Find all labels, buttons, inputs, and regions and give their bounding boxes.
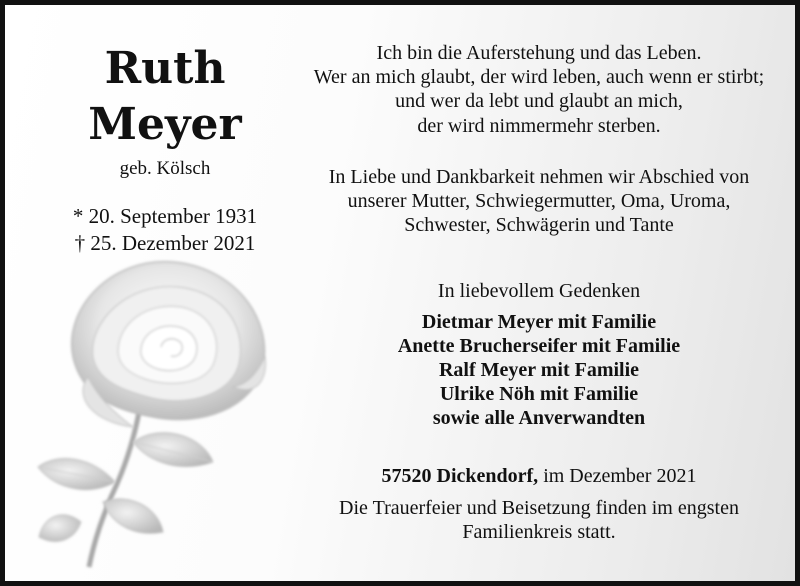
deceased-info bbox=[45, 41, 285, 257]
service-note bbox=[289, 496, 789, 544]
first-name: Ruth bbox=[104, 43, 226, 94]
rose-illustration bbox=[33, 237, 293, 577]
mourners-list bbox=[289, 310, 789, 431]
verse-line: Wer an mich glaubt, der wird leben, auch wenn er stirbt; bbox=[313, 66, 765, 89]
service-line: Familienkreis statt. bbox=[462, 520, 616, 543]
verse-line: und wer da lebt und glaubt an mich, bbox=[395, 90, 683, 113]
mourner-line: Ralf Meyer mit Familie bbox=[438, 358, 640, 381]
rose-bloom-icon bbox=[72, 262, 266, 427]
place-location: 57520 Dickendorf, bbox=[381, 465, 539, 488]
farewell-line: In Liebe und Dankbarkeit nehmen wir Abschied von bbox=[328, 165, 750, 188]
place-date: im Dezember 2021 bbox=[543, 465, 697, 488]
text-column bbox=[289, 41, 789, 544]
farewell-line: unserer Mutter, Schwiegermutter, Oma, Uroma, bbox=[347, 189, 731, 212]
bible-verse bbox=[289, 41, 789, 138]
mourner-line: Ulrike Nöh mit Familie bbox=[439, 383, 639, 406]
last-name: Meyer bbox=[88, 99, 242, 151]
mourner-line: sowie alle Anverwandten bbox=[432, 407, 646, 430]
service-line: Die Trauerfeier und Beisetzung finden im engsten bbox=[339, 496, 739, 519]
birth-date: * 20. September 1931 bbox=[72, 203, 258, 228]
memory-heading: In liebevollem Gedenken bbox=[437, 280, 641, 303]
birth-name: geb. Kölsch bbox=[119, 157, 211, 179]
verse-line: der wird nimmermehr sterben. bbox=[417, 114, 661, 137]
verse-line: Ich bin die Auferstehung und das Leben. bbox=[376, 42, 702, 64]
death-date: † 25. Dezember 2021 bbox=[74, 230, 256, 255]
leaf-icon bbox=[38, 433, 213, 542]
mourner-line: Anette Brucherseifer mit Familie bbox=[397, 334, 681, 357]
farewell-line: Schwester, Schwägerin und Tante bbox=[404, 214, 674, 237]
place-and-date bbox=[289, 464, 789, 488]
farewell-text bbox=[289, 165, 789, 238]
mourner-line: Dietmar Meyer mit Familie bbox=[421, 310, 657, 333]
